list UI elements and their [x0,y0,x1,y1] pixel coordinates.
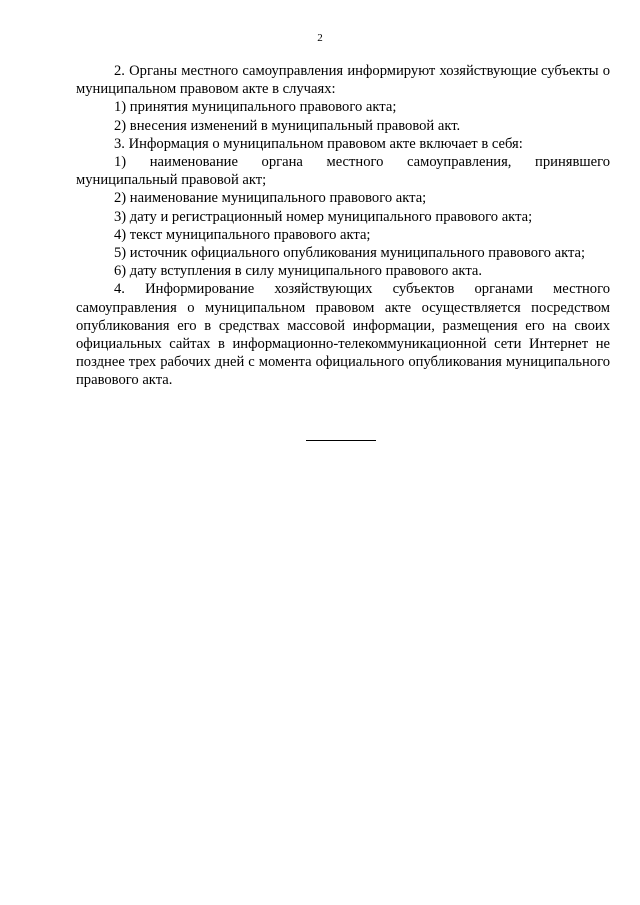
end-divider-line [306,440,376,441]
list-item-3-4: 4) текст муниципального правового акта; [114,226,371,243]
list-item-2-2: 2) внесения изменений в муниципальный правовой акт. [114,117,461,134]
paragraph-3-intro: 3. Информация о муниципальном правовом акте включает в себя: [114,135,523,152]
list-item-3-3: 3) дату и регистрационный номер муниципального правового акта; [114,208,533,225]
paragraph-4: 4. Информирование хозяйствующих субъектов органами местного самоуправления о муниципальном правовом акте осуществляется посредством опубликования его в средствах массовой информации, размещения его на своих официальных сайтах в информационно-телекоммуникационной сети Интернет не позднее трех рабочих дней с момента официального опубликования муниципального правового акта. [76,281,610,389]
paragraph-2-intro: 2. Органы местного самоуправления информируют хозяйствующие субъекты о муниципальном правовом акте в случаях: [76,63,610,98]
list-item-3-1: 1) наименование органа местного самоуправления, принявшего муниципальный правовой акт; [76,154,610,189]
list-item-3-5: 5) источник официального опубликования муниципального правового акта; [114,245,586,262]
page-number: 2 [317,32,323,44]
list-item-3-6: 6) дату вступления в силу муниципального правового акта. [114,263,483,280]
list-item-3-2: 2) наименование муниципального правового акта; [114,190,427,207]
list-item-2-1: 1) принятия муниципального правового акта; [114,99,397,116]
document-body [76,62,610,390]
